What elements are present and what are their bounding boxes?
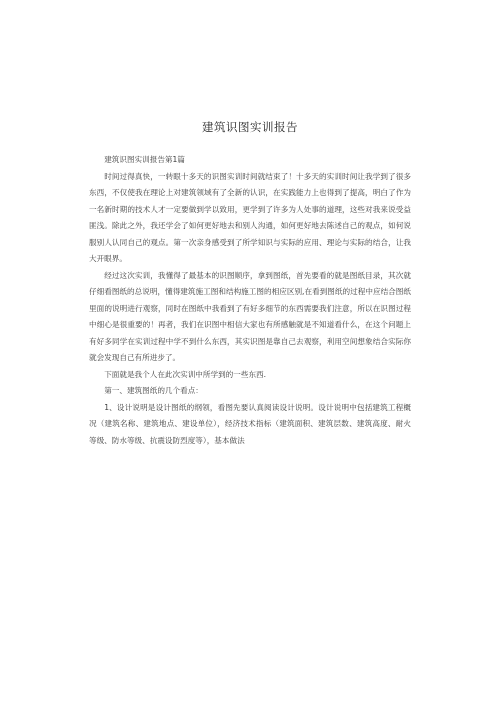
document-body bbox=[89, 152, 411, 449]
paragraph-section-heading: 建筑识图实训报告第1篇 bbox=[104, 155, 185, 164]
paragraph-subheading: 第一、建筑图纸的几个看点： bbox=[104, 386, 203, 395]
paragraph-lead-in: 下面就是我个人在此次实训中所学到的一些东西. bbox=[104, 369, 267, 379]
paragraph-intro: 时间过得真快，一转眼十多天的识图实训时间就结束了！十多天的实训时间让我学到了很多东西，不仅使我在理论上对建筑领域有了全新的认识，在实践能力上也得到了提高，明白了作为一名新时期的技术人才一定要做到学以致用，更学到了许多为人处事的道理，这些对我来说受益匪浅。除此之外，我还学会了如何更好地去和别人沟通，如何更好地去陈述自己的观点，如何说服别人认同自己的观点。第一次亲身感受到了所学知识与实际的应用、理论与实际的结合，让我大开眼界。 bbox=[89, 171, 411, 263]
document-title: 建筑识图实训报告 bbox=[202, 120, 298, 134]
paragraph-point-1: 1、设计说明是设计图纸的纲领，看图先要认真阅读设计说明。设计说明中包括建筑工程概况（建筑名称、建筑地点、建设单位），经济技术指标（建筑面积、建筑层数、建筑高度、耐火等级、防水等级、抗震设防烈度等），基本做法 bbox=[89, 402, 411, 445]
paragraph-experience: 经过这次实训，我懂得了最基本的识图顺序，拿到图纸，首先要看的就是图纸目录，其次就仔细看图纸的总说明，懂得建筑施工图和结构施工图的相应区别,在看到图纸的过程中应结合图纸里面的说明进行观察，同时在图纸中我看到了有好多细节的东西需要我们注意，所以在识图过程中细心是很重要的！再者，我们在识图中相信大家也有所感触就是不知道看什么，在这个问题上有好多同学在实训过程中学不到什么东西，其实识图是靠自己去观察，利用空间想象结合实际你就会发现自己有所进步了。 bbox=[89, 270, 411, 362]
